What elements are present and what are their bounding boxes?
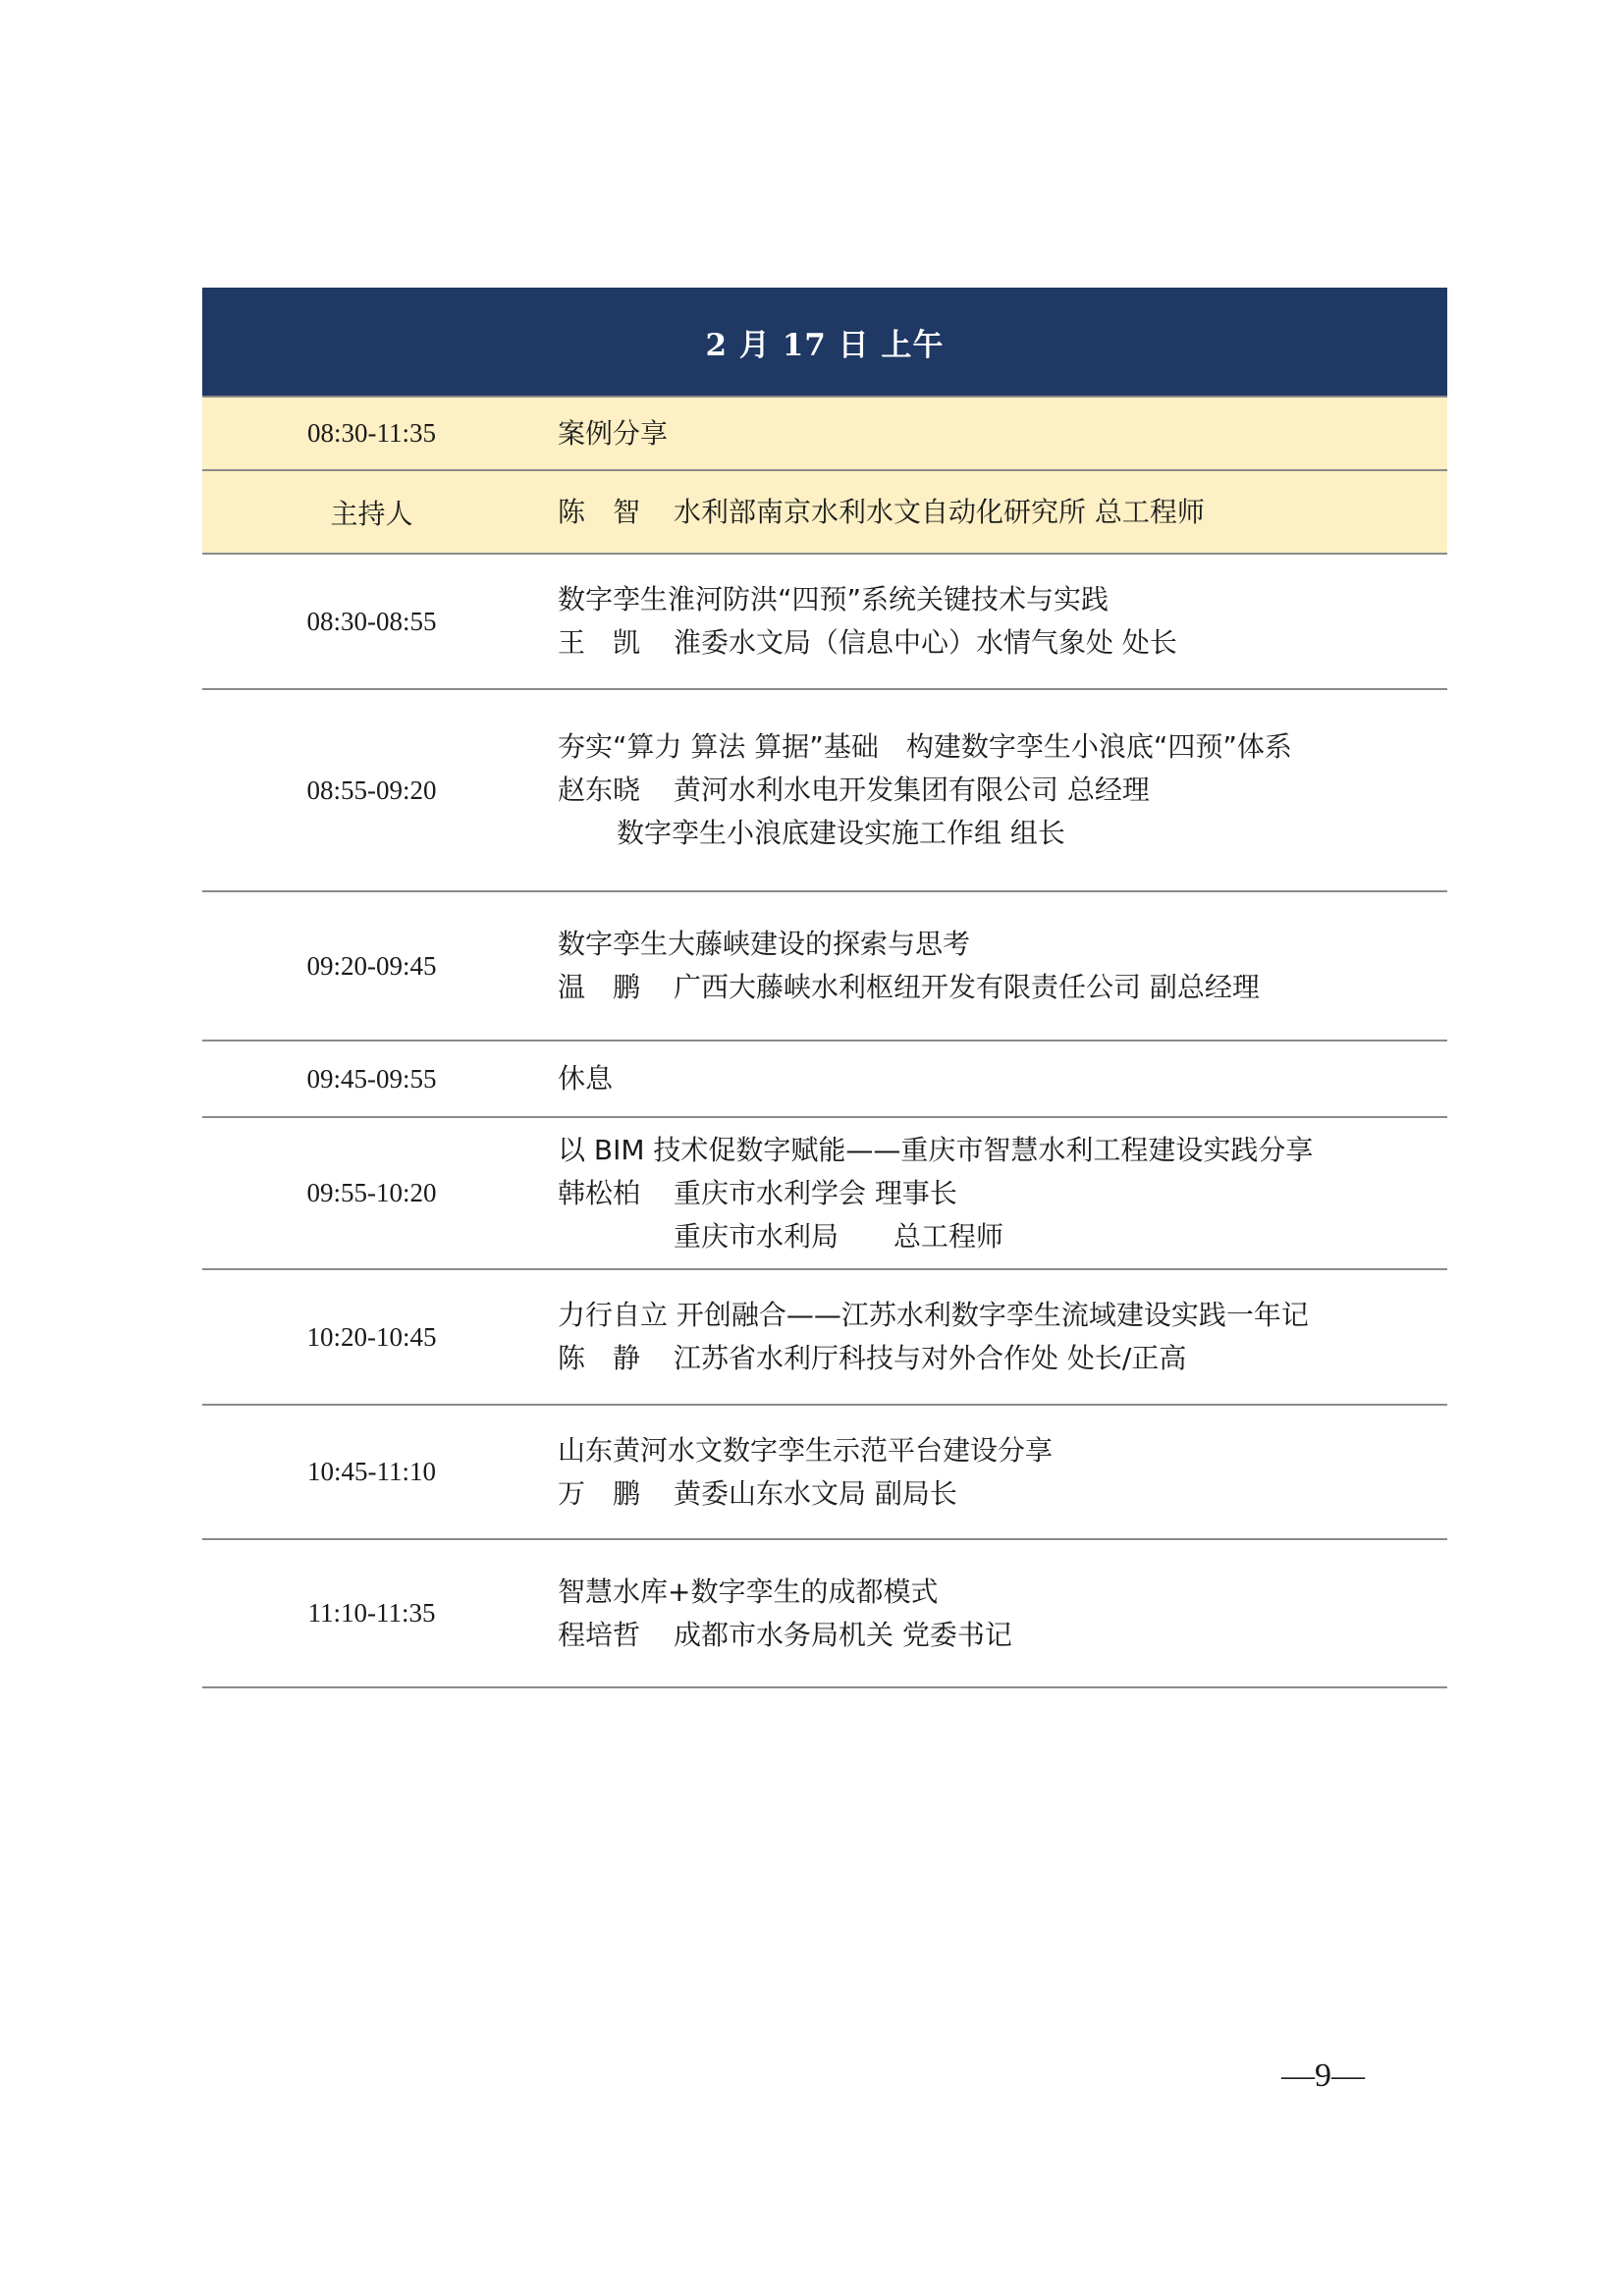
talk-title: 山东黄河水文数字孪生示范平台建设分享 xyxy=(558,1433,1054,1467)
table-row xyxy=(202,892,1447,1041)
talk-time: 09:20-09:45 xyxy=(306,950,437,981)
talk-title: 智慧水库+数字孪生的成都模式 xyxy=(558,1575,939,1608)
page-number: —9— xyxy=(1281,2057,1365,2094)
talk-time: 08:55-09:20 xyxy=(306,774,437,805)
speaker-org-secondary: 数字孪生小浪底建设实施工作组 组长 xyxy=(617,817,1065,849)
speaker-org-secondary: 重庆市水利局 总工程师 xyxy=(674,1219,1004,1253)
talk-time: 11:10-11:35 xyxy=(307,1598,436,1628)
speaker-org: 江苏省水利厅科技与对外合作处 处长/正高 xyxy=(674,1342,1187,1374)
speaker-org: 广西大藤峡水利枢纽开发有限责任公司 副总经理 xyxy=(674,971,1260,1003)
table-row xyxy=(202,555,1447,690)
speaker-org: 黄委山东水文局 副局长 xyxy=(674,1476,957,1510)
talk-time: 09:45-09:55 xyxy=(306,1063,437,1094)
speaker-name: 陈 静 xyxy=(558,1342,641,1374)
host-label: 主持人 xyxy=(330,497,413,530)
speaker-name: 温 鹏 xyxy=(558,971,641,1003)
talk-title: 数字孪生淮河防洪“四预”系统关键技术与实践 xyxy=(558,583,1110,615)
talk-time: 08:30-08:55 xyxy=(306,606,437,636)
talk-time: 09:55-10:20 xyxy=(306,1178,437,1207)
agenda-header xyxy=(202,288,1447,398)
table-row xyxy=(202,1270,1447,1406)
break-row xyxy=(202,1041,1447,1118)
speaker-name: 程培哲 xyxy=(558,1618,641,1651)
agenda-date-title: 2 月 17 日 上午 xyxy=(705,327,945,363)
speaker-name: 韩松柏 xyxy=(558,1176,641,1209)
table-row xyxy=(202,690,1447,892)
table-row xyxy=(202,1118,1447,1270)
speaker-name: 王 凯 xyxy=(558,626,641,659)
talk-title: 以 BIM 技术促数字赋能——重庆市智慧水利工程建设实践分享 xyxy=(558,1133,1314,1166)
speaker-org: 黄河水利水电开发集团有限公司 总经理 xyxy=(674,774,1150,806)
speaker-org: 重庆市水利学会 理事长 xyxy=(674,1176,957,1209)
talk-time: 10:45-11:10 xyxy=(307,1457,436,1486)
host-org: 水利部南京水利水文自动化研究所 总工程师 xyxy=(674,495,1205,528)
session-time: 08:30-11:35 xyxy=(307,418,436,448)
talk-title: 力行自立 开创融合——江苏水利数字孪生流域建设实践一年记 xyxy=(558,1299,1309,1331)
host-name: 陈 智 xyxy=(558,495,641,528)
table-row xyxy=(202,1540,1447,1688)
session-row xyxy=(202,398,1447,471)
speaker-org: 淮委水文局（信息中心）水情气象处 处长 xyxy=(674,626,1177,659)
speaker-name: 赵东晓 xyxy=(558,774,641,806)
session-title: 案例分享 xyxy=(558,416,669,450)
speaker-name: 万 鹏 xyxy=(558,1476,641,1510)
table-row xyxy=(202,1406,1447,1540)
speaker-org: 成都市水务局机关 党委书记 xyxy=(674,1618,1012,1651)
break-label: 休息 xyxy=(558,1062,614,1095)
talk-title: 夯实“算力 算法 算据”基础 构建数字孪生小浪底“四预”体系 xyxy=(558,730,1292,763)
agenda-table xyxy=(202,288,1447,1688)
host-row xyxy=(202,471,1447,555)
talk-title: 数字孪生大藤峡建设的探索与思考 xyxy=(558,928,971,960)
talk-time: 10:20-10:45 xyxy=(306,1321,437,1352)
